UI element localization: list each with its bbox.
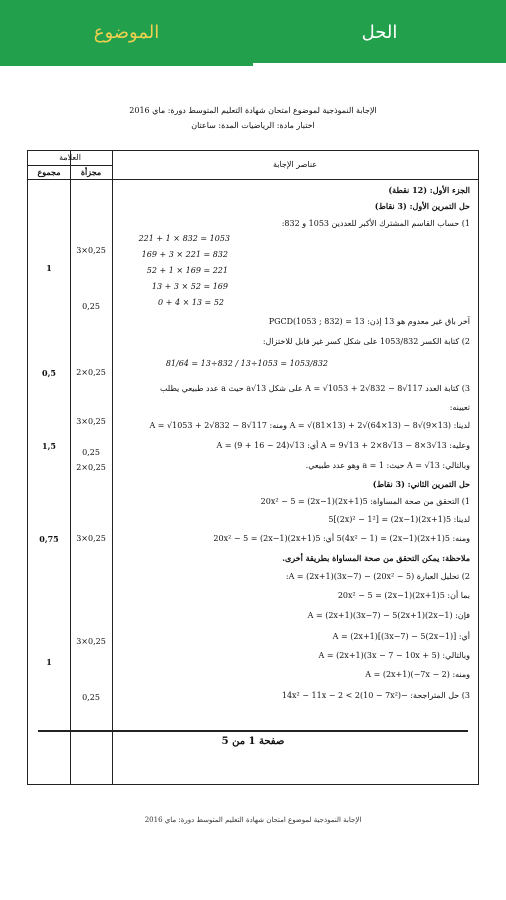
answer-line: وبالتالي: A = √13 حيث: a = 1 وهو عدد طبيعي.	[305, 461, 470, 470]
mark-total: 0,5	[42, 368, 56, 378]
page-divider	[38, 730, 468, 732]
mark-total: 1,5	[42, 441, 56, 451]
note-line: ملاحظة: يمكن التحقق من صحة المساواة بطريقة أخرى.	[282, 553, 470, 563]
answer-line: وبالتالي: A = (2x+1)(3x − 7 − 10x + 5)	[318, 651, 470, 660]
mark-part: 2×0,25	[76, 463, 106, 472]
mark-part: 3×0,25	[76, 637, 106, 646]
header-elements: عناصر الإجابة	[272, 160, 318, 169]
answer-line: ومنه: 5(2x+1)(2x−1) = 5(4x² − 1) أي: 5(2x+1)(2x−1) = 20x² − 5	[213, 534, 470, 543]
answer-line: 1) حساب القاسم المشترك الأكبر للعددين 1053 و 832:	[281, 219, 470, 228]
mark-part: 0,25	[82, 302, 100, 311]
math-line: 832 = 221 × 3 + 169	[141, 250, 228, 259]
answer-line: 2) تحليل العبارة A = (2x+1)(3x−7) − (20x² − 5):	[285, 572, 470, 581]
mark-total: 1	[46, 263, 52, 273]
mark-part: 3×0,25	[76, 417, 106, 426]
math-line: 169 = 52 × 3 + 13	[151, 282, 228, 291]
mark-part: 3×0,25	[76, 246, 106, 255]
answer-line: ومنه: A = (2x+1)(−7x − 2)	[365, 670, 470, 679]
top-tab-bar	[0, 0, 506, 66]
answer-line: 3) حل المتراجحة: −14x² − 11x − 2 < 2(10 − 7x²)	[281, 691, 470, 700]
exercise-heading: حل التمرين الأول: (3 نقاط)	[374, 201, 470, 211]
math-line: 221 = 169 × 1 + 52	[146, 266, 228, 275]
doc-title: الإجابة النموذجية لموضوع امتحان شهادة التعليم المتوسط دورة: ماي 2016	[129, 106, 377, 115]
answer-line: لدينا: 5(2x+1)(2x−1) = 5[(2x)² − 1²]	[328, 515, 470, 524]
next-page-header: الإجابة النموذجية لموضوع امتحان شهادة التعليم المتوسط دورة: ماي 2016	[144, 816, 362, 824]
mark-part: 0,25	[82, 693, 100, 702]
answer-line: أي: A = (2x+1)[(3x−7) − 5(2x−1)]	[332, 632, 470, 641]
answer-table	[27, 150, 479, 785]
doc-subtitle: اختبار مادة: الرياضيات المدة: ساعتان	[191, 121, 315, 130]
mark-part: 2×0,25	[76, 368, 106, 377]
answer-line: 3) كتابة العدد A = √1053 + 2√832 − 8√117 على شكل a√13 حيث a عدد طبيعي يطلب	[159, 384, 470, 393]
answer-line: فإن: A = (2x+1)(3x−7) − 5(2x+1)(2x−1)	[307, 611, 470, 620]
mark-part: 3×0,25	[76, 534, 106, 543]
answer-line: آخر باق غير معدوم هو 13 إذن: PGCD(1053 ; 832) = 13	[268, 317, 470, 326]
mark-part: 0,25	[82, 448, 100, 457]
answer-line: وعليه: A = 9√13 + 2×8√13 − 8×3√13 أي: A = (9 + 16 − 24)√13	[216, 441, 470, 450]
answer-line: تعيينه:	[449, 403, 470, 412]
math-line: 52 = 13 × 4 + 0	[158, 298, 224, 307]
exercise-heading: حل التمرين الثاني: (3 نقاط)	[372, 479, 470, 489]
section-heading: الجزء الأول: (12 نقطة)	[388, 185, 470, 195]
answer-line: 2) كتابة الكسر 1053/832 على شكل كسر غير قابل للاختزال:	[262, 337, 470, 346]
header-part: مجزأة	[80, 167, 102, 177]
answer-line: لدينا: A = √(81×13) + 2√(64×13) − 8√(9×13) ومنه: A = √1053 + 2√832 − 8√117	[149, 421, 470, 430]
answer-line: 1) التحقق من صحة المساواة: 5(2x+1)(2x−1) = 20x² − 5	[260, 497, 470, 506]
mark-total: 1	[46, 657, 52, 667]
math-line: 1053/832 = 1053÷13 / 832÷13 = 81/64	[165, 359, 328, 368]
document-page	[0, 66, 506, 900]
math-line: 1053 = 832 × 1 + 221	[138, 234, 230, 243]
mark-total: 0,75	[39, 534, 59, 544]
answer-line: بما أن: 5(2x+1)(2x−1) = 20x² − 5	[337, 591, 470, 600]
tab-topic[interactable]: الموضوع	[93, 22, 160, 43]
header-grade: العلامة	[59, 153, 81, 162]
header-total: مجموع	[37, 167, 61, 177]
tab-solution[interactable]: الحل	[361, 22, 398, 43]
page-number: صفحة 1 من 5	[221, 736, 285, 747]
